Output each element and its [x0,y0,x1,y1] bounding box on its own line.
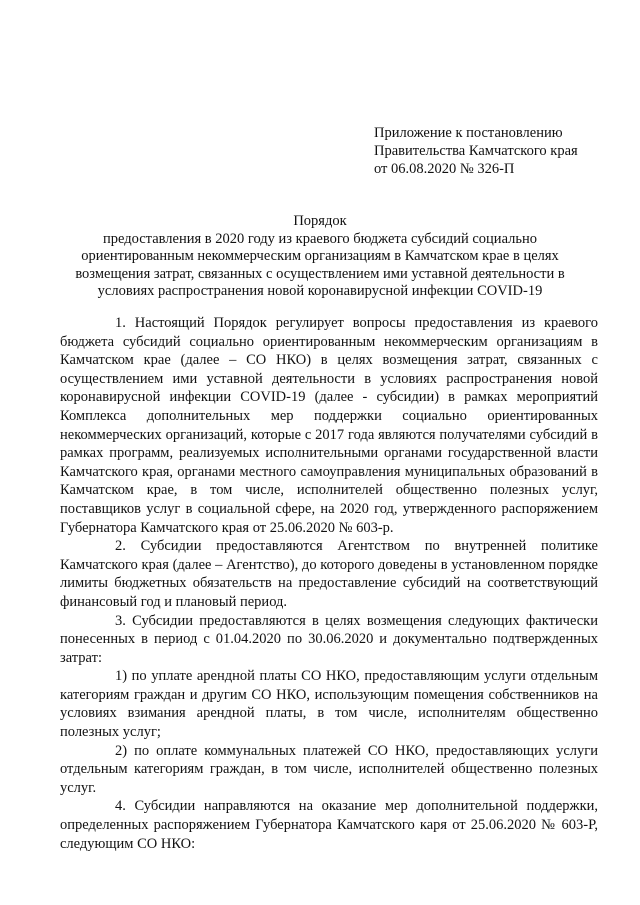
title-line: условиях распространения новой коронавирусной инфекции COVID-19 [97,283,543,299]
title-line: ориентированным некоммерческим организациям в Камчатском крае в целях [81,248,559,264]
paragraph-3: 3. Субсидии предоставляются в целях возмещения следующих фактически понесенных в период с 01.04.2020 по 30.06.2020 и документально подтвержденных затрат: [60,612,598,666]
title-line: возмещения затрат, связанных с осуществлением ими уставной деятельности в [75,265,565,282]
title-line: предоставления в 2020 году из краевого бюджета субсидий социально [103,230,537,247]
appendix-line: от 06.08.2020 № 326-П [374,161,515,177]
paragraph-3-item-2: 2) по оплате коммунальных платежей СО НКО, предоставляющих услуги отдельным категориям граждан, в том числе, исполнителей общественно полезных услуг. [60,742,598,796]
paragraph-2: 2. Субсидии предоставляются Агентством по внутренней политике Камчатского края (далее – Агентство), до которого доведены в установленном порядке лимиты бюджетных обязательств на предоставление субсидий на соответствующий финансовый год и плановый период. [60,538,598,610]
paragraph-1: 1. Настоящий Порядок регулирует вопросы предоставления из краевого бюджета субсидий социально ориентированным некоммерческим организациям в Камчатском крае (далее – СО НКО) в целях возмещения затрат, связанных с осуществлением ими уставной деятельности в условиях распространения новой коронавирусной инфекции COVID-19 (далее - субсидии) в рамках мероприятий Комплекса дополнительных мер поддержки социально ориентированных некоммерческих организаций, которые с 2017 года являются получателями субсидий в рамках программ, реализуемых исполнительными органами государственной власти Камчатского края, органами местного самоуправления муниципальных образований в Камчатском крае, в том числе, исполнителей общественно полезных услуг, поставщиков услуг в социальной сфере, на 2020 год, утвержденного распоряжением Губернатора Камчатского края от 25.06.2020 № 603-р. [60,315,598,536]
appendix-block [374,124,578,178]
appendix-line: Приложение к постановлению [374,125,563,141]
document-title [60,213,580,301]
title-heading: Порядок [293,213,347,229]
paragraph-4: 4. Субсидии направляются на оказание мер дополнительной поддержки, определенных распоряжением Губернатора Камчатского каря от 25.06.2020 № 603-Р, следующим СО НКО: [60,798,598,852]
appendix-line: Правительства Камчатского края [374,143,578,159]
document-body [60,314,598,853]
paragraph-3-item-1: 1) по уплате арендной платы СО НКО, предоставляющим услуги отдельным категориям граждан и другим СО НКО, использующим помещения собственников на условиях взимания арендной платы, в том числе, исполнителям общественно полезных услуг; [60,668,598,741]
